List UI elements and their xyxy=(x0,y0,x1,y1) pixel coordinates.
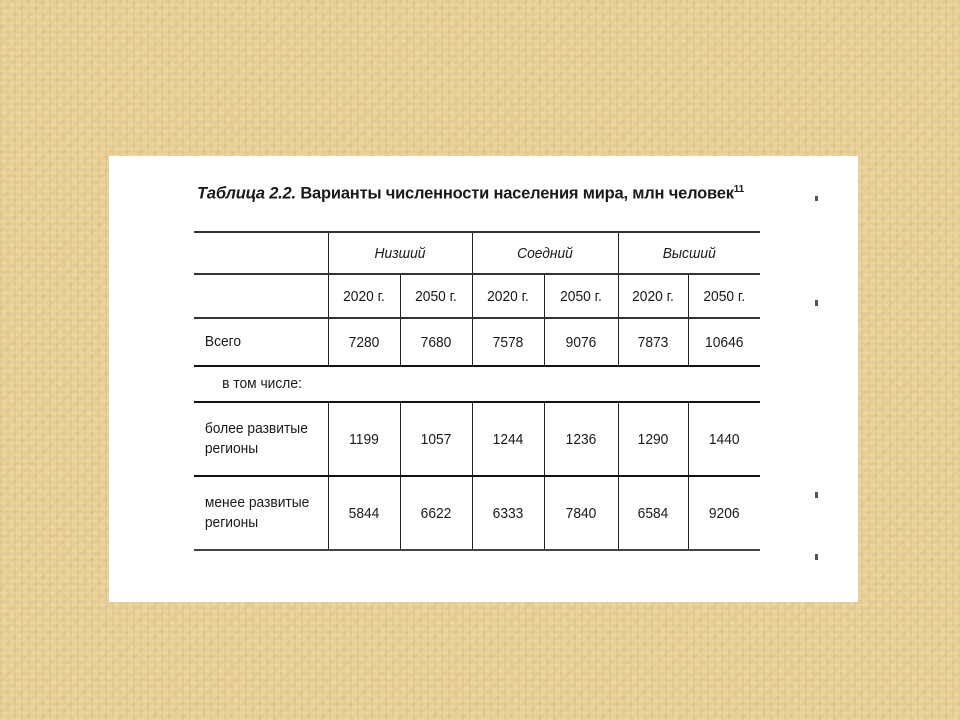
row-label: более развитые регионы xyxy=(199,402,322,476)
scan-edge-mark xyxy=(815,300,818,306)
table-cell: 9206 xyxy=(708,504,740,522)
title-footnote-marker: 11 xyxy=(733,184,744,195)
table-title-prefix: Таблица 2.2. xyxy=(197,184,296,203)
table-cell: 9076 xyxy=(547,318,615,366)
scan-edge-mark xyxy=(815,196,818,201)
variant-header-high: Высший xyxy=(662,244,716,262)
table-cell: 1057 xyxy=(403,402,469,476)
header-corner-cell xyxy=(199,232,322,274)
table-cell: 7280 xyxy=(331,318,397,366)
table-cell: 5844 xyxy=(331,476,397,550)
year-header-row xyxy=(194,274,760,318)
row-label: менее развитые регионы xyxy=(199,476,322,550)
slide-card xyxy=(109,156,858,602)
year-header-cell: 2050 г. xyxy=(403,274,469,318)
population-table xyxy=(194,231,760,551)
total-row xyxy=(194,318,760,366)
table-row xyxy=(194,402,760,476)
table-cell: 1199 xyxy=(331,402,397,476)
total-row-label: Всего xyxy=(199,318,322,366)
year-header-cell: 2050 г. xyxy=(547,274,615,318)
table-cell: 1290 xyxy=(621,402,685,476)
scan-edge-mark xyxy=(815,554,818,560)
table-cell: 1440 xyxy=(708,430,740,448)
table-cell: 6333 xyxy=(475,476,541,550)
year-header-cell: 2020 г. xyxy=(621,274,685,318)
year-header-cell: 2020 г. xyxy=(475,274,541,318)
table-title xyxy=(197,184,777,204)
variant-header-row xyxy=(194,232,760,274)
table-title-text: Варианты численности населения мира, млн человек xyxy=(300,184,734,203)
table-cell: 6584 xyxy=(621,476,685,550)
table-cell: 10646 xyxy=(705,333,744,351)
table-cell: 7680 xyxy=(403,318,469,366)
variant-header-low: Низший xyxy=(334,232,466,274)
year-header-cell: 2020 г. xyxy=(331,274,397,318)
year-header-cell: 2050 г. xyxy=(703,287,746,305)
table-cell: 1244 xyxy=(475,402,541,476)
table-cell: 1236 xyxy=(547,402,615,476)
table-row xyxy=(194,476,760,550)
subheading-row xyxy=(194,366,760,402)
table-cell: 7578 xyxy=(475,318,541,366)
table-cell: 7873 xyxy=(621,318,685,366)
table-cell: 7840 xyxy=(547,476,615,550)
subheading-label: в том числе: xyxy=(222,375,302,392)
scan-edge-mark xyxy=(815,492,818,498)
variant-header-medium: Соедний xyxy=(478,232,612,274)
table-cell: 6622 xyxy=(403,476,469,550)
year-corner-cell xyxy=(199,274,322,318)
